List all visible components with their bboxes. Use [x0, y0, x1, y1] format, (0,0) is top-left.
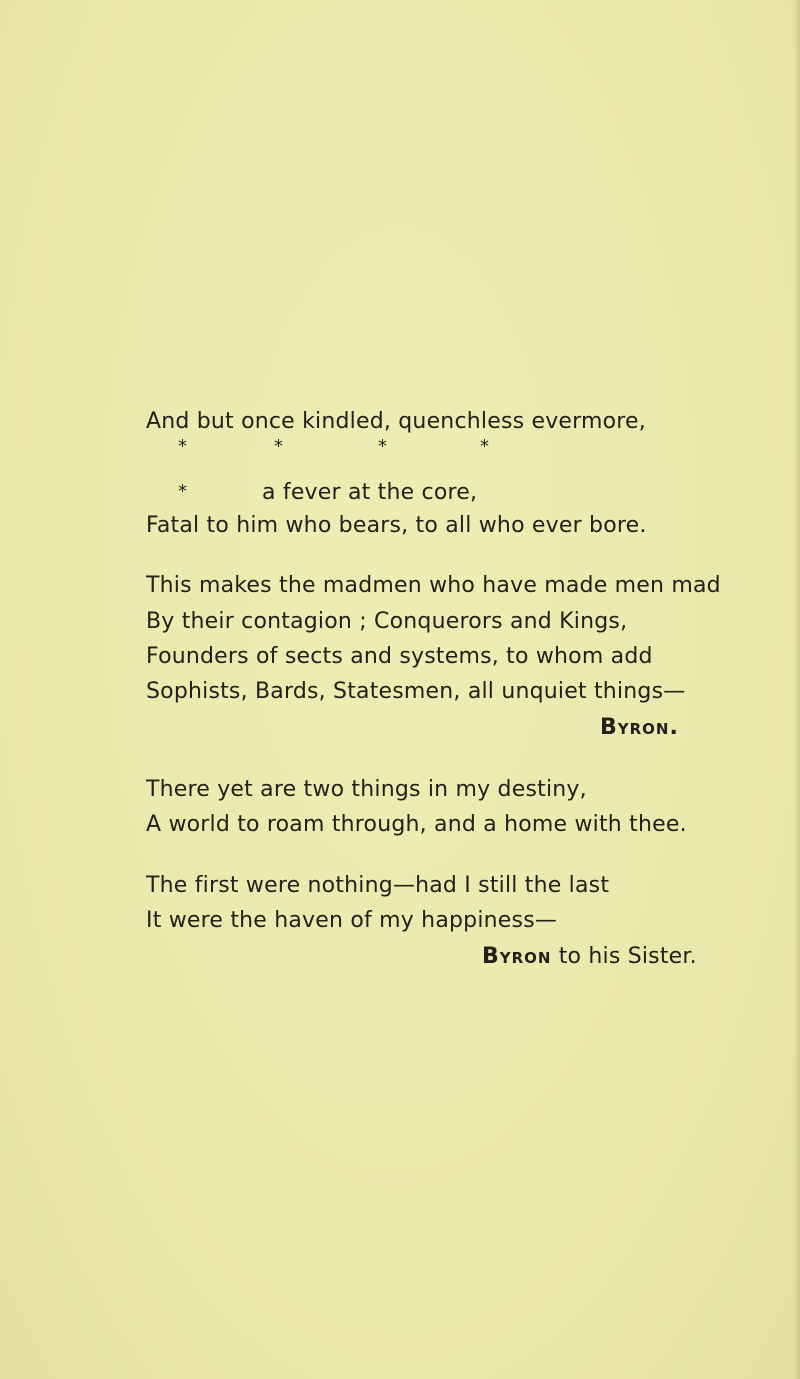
asterisk-2: *: [274, 436, 283, 457]
attribution-rest: to his Sister.: [558, 944, 697, 969]
asterisk-4: *: [480, 436, 489, 457]
stanza2-line2: By their contagion ; Conquerors and Kings,: [146, 609, 628, 634]
stanza1-line2-asterisk: *: [178, 481, 188, 502]
stanza4-line2: It were the haven of my happiness—: [146, 908, 558, 933]
stanza2-line1: This makes the madmen who have made men mad: [146, 573, 721, 598]
attribution-name: Byron: [482, 944, 552, 969]
stanza2-attribution: Byron.: [600, 715, 679, 740]
stanza4-line1: The first were nothing—had I still the last: [146, 873, 610, 898]
stanza2-line4: Sophists, Bards, Statesmen, all unquiet things—: [146, 679, 686, 704]
stanza1-line1: And but once kindled, quenchless evermore,: [146, 409, 646, 434]
page-edge-shadow: [794, 0, 800, 1379]
stanza2-line3: Founders of sects and systems, to whom add: [146, 644, 653, 669]
asterisk-1: *: [178, 436, 187, 457]
asterism: [178, 436, 498, 458]
stanza1-line3: Fatal to him who bears, to all who ever bore.: [146, 513, 647, 538]
asterisk-3: *: [378, 436, 387, 457]
stanza3-line2: A world to roam through, and a home with thee.: [146, 812, 687, 837]
stanza4-attribution: [482, 943, 697, 971]
stanza1-line2: a fever at the core,: [262, 480, 478, 505]
stanza3-line1: There yet are two things in my destiny,: [146, 777, 587, 802]
